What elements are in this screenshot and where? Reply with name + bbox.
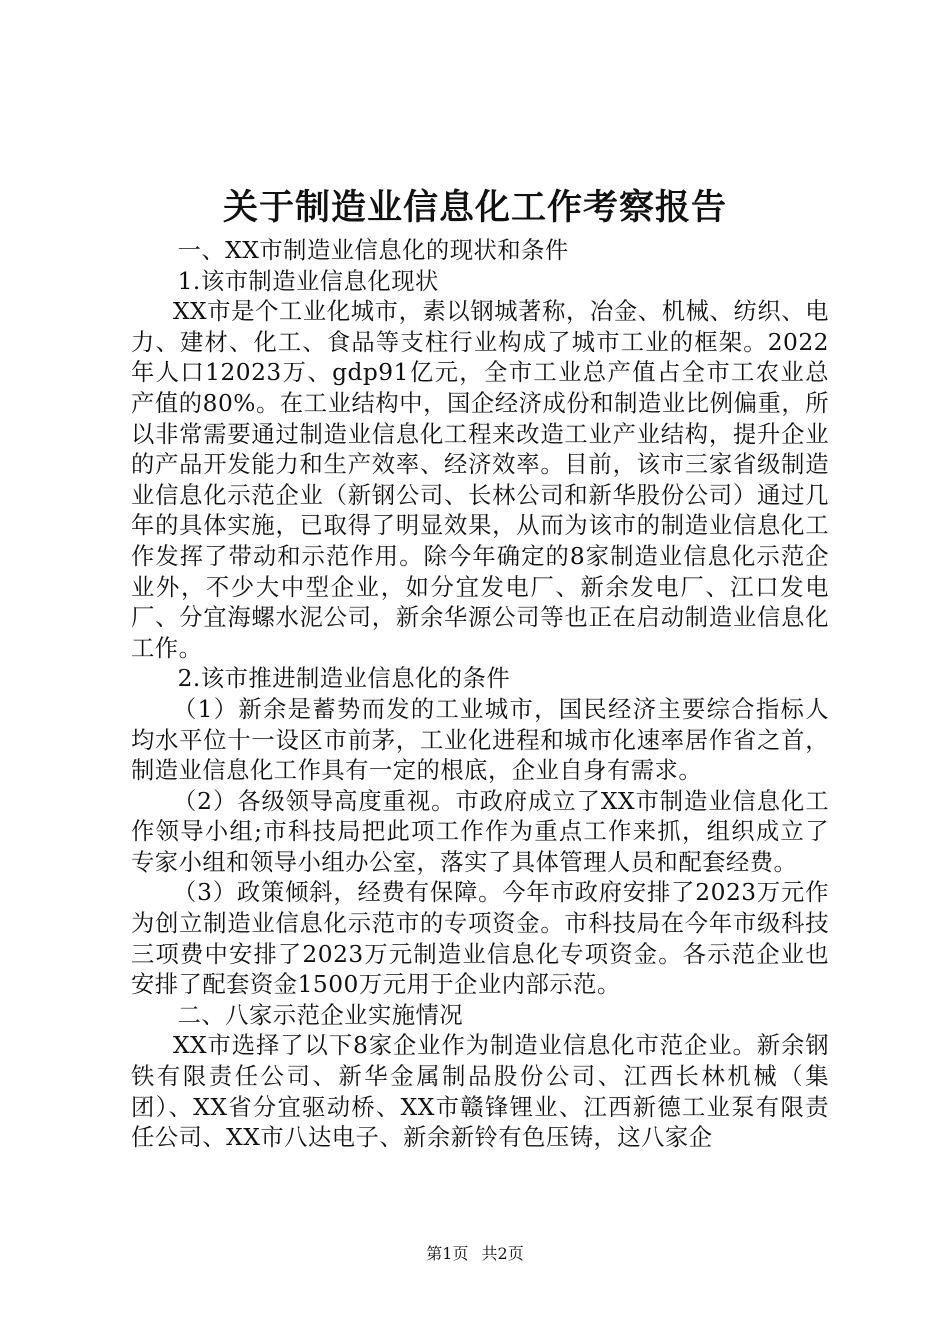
paragraph-condition-3: （3）政策倾斜，经费有保障。今年市政府安排了2023万元作为创立制造业信息化示范市的专项资金。市科技局在今年市级科技三项费中安排了2023万元制造业信息化专项资金。各示范企业也安排了配套资金1500万元用于企业内部示范。 bbox=[131, 879, 829, 999]
subsection-heading-1: 1.该市制造业信息化现状 bbox=[177, 267, 439, 295]
paragraph-condition-2: （2）各级领导高度重视。市政府成立了XX市制造业信息化工作领导小组;市科技局把此项工作作为重点工作来抓，组织成立了专家小组和领导小组办公室，落实了具体管理人员和配套经费。 bbox=[131, 787, 829, 876]
page-title: 关于制造业信息化工作考察报告 bbox=[222, 187, 727, 228]
paragraph-condition-1: （1）新余是蓄势而发的工业城市，国民经济主要综合指标人均水平位十一设区市前茅，工业化进程和城市化速率居作省之首，制造业信息化工作具有一定的根底，企业自身有需求。 bbox=[131, 695, 829, 785]
document-body bbox=[131, 236, 829, 1154]
section-heading-1: 一、XX市制造业信息化的现状和条件 bbox=[177, 237, 569, 264]
page-number: 第1页 bbox=[426, 1244, 469, 1263]
paragraph-status: XX市是个工业化城市，素以钢城著称，冶金、机械、纺织、电力、建材、化工、食品等支柱行业构成了城市工业的框架。2022年人口12023万、gdp91亿元，全市工业总产值占全市工农业总产值的80%。在工业结构中，国企经济成份和制造业比例偏重，所以非常需要通过制造业信息化工程来改造工业产业结构，提升企业的产品开发能力和生产效率、经济效率。目前，该市三家省级制造业信息化示范企业（新钢公司、长林公司和新华股份公司）通过几年的具体实施，已取得了明显效果，从而为该市的制造业信息化工作发挥了带动和示范作用。除今年确定的8家制造业信息化示范企业外，不少大中型企业，如分宜发电厂、新余发电厂、江口发电厂、分宜海螺水泥公司，新余华源公司等也正在启动制造业信息化工作。 bbox=[131, 298, 829, 662]
section-heading-2: 二、八家示范企业实施情况 bbox=[177, 1001, 464, 1029]
page-footer bbox=[0, 1243, 950, 1265]
subsection-heading-2: 2.该市推进制造业信息化的条件 bbox=[177, 665, 511, 693]
paragraph-enterprises: XX市选择了以下8家企业作为制造业信息化市范企业。新余钢铁有限责任公司、新华金属制品股份公司、江西长林机械（集团）、XX省分宜驱动桥、XX市赣锋锂业、江西新德工业泵有限责任公司、XX市八达电子、新余新铃有色压铸，这八家企 bbox=[131, 1032, 829, 1152]
page-total: 共2页 bbox=[481, 1244, 524, 1263]
